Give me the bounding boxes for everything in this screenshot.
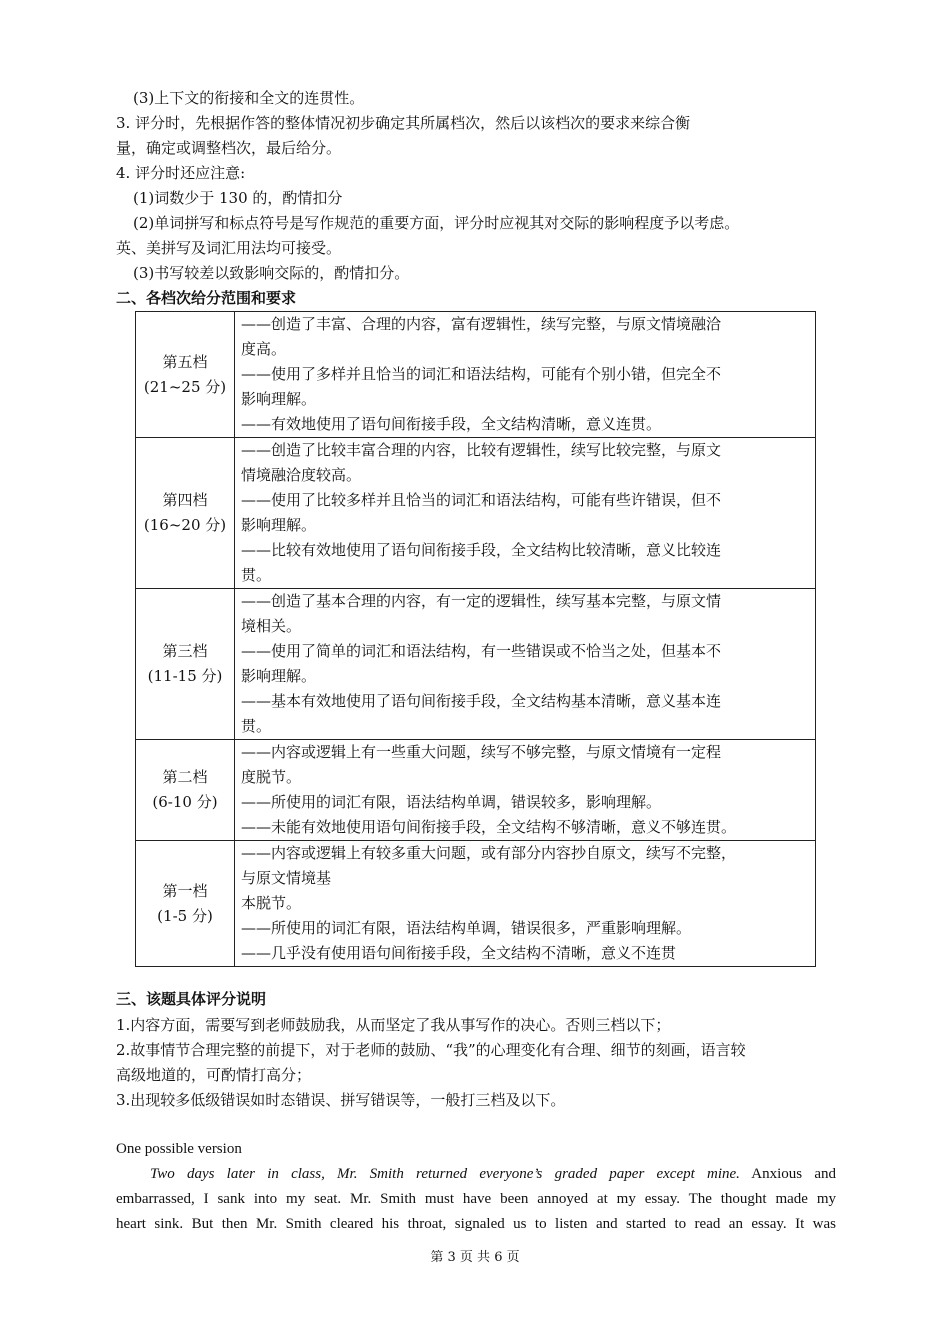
section3-line-4: 3.出现较多低级错误如时态错误、拼写错误等，一般打三档及以下。 (116, 1091, 566, 1109)
table-row (136, 740, 816, 841)
desc-line: ——未能有效地使用语句间衔接手段，全文结构不够清晰，意义不够连贯。 (241, 818, 737, 836)
desc-cell (235, 312, 816, 438)
desc-cell (235, 438, 816, 589)
level-name: 第一档 (162, 881, 208, 900)
grading-table (135, 311, 816, 967)
desc-line: ——基本有效地使用了语句间衔接手段，全文结构基本清晰，意义基本连 (241, 692, 722, 710)
level-cell (136, 740, 235, 841)
intro-line-8: (3)书写较差以致影响交际的，酌情扣分。 (133, 264, 410, 282)
desc-line: ——创造了比较丰富合理的内容，比较有逻辑性，续写比较完整，与原文 (241, 441, 722, 459)
section2-title: 二、各档次给分范围和要求 (116, 289, 297, 307)
version-line-1-rest: Anxious and (739, 1166, 836, 1182)
desc-line: 境相关。 (241, 617, 302, 635)
level-name: 第五档 (162, 352, 208, 371)
table-row (136, 589, 816, 740)
intro-line-3: 量，确定或调整档次，最后给分。 (116, 139, 342, 157)
level-range: (6-10 分) (152, 793, 218, 811)
desc-line: ——使用了多样并且恰当的词汇和语法结构，可能有个别小错，但完全不 (241, 365, 722, 383)
desc-line: 度脱节。 (241, 768, 302, 786)
desc-line: 贯。 (241, 717, 272, 735)
level-cell (136, 438, 235, 589)
desc-line: ——比较有效地使用了语句间衔接手段，全文结构比较清晰，意义比较连 (241, 541, 722, 559)
desc-line: ——内容或逻辑上有较多重大问题，或有部分内容抄自原文，续写不完整， (241, 844, 737, 862)
level-cell (136, 841, 235, 967)
intro-line-5: (1)词数少于 130 的，酌情扣分 (133, 189, 343, 207)
level-name: 第四档 (162, 491, 208, 509)
version-line-3: heart sink. But then Mr. Smith cleared his throat, signaled us to listen and started to read an essay. It was (116, 1216, 836, 1232)
desc-line: ——几乎没有使用语句间衔接手段，全文结构不清晰，意义不连贯 (241, 944, 677, 962)
table-row (136, 438, 816, 589)
desc-line: ——使用了比较多样并且恰当的词汇和语法结构，可能有些许错误，但不 (241, 491, 722, 509)
desc-cell (235, 841, 816, 967)
desc-line: ——所使用的词汇有限，语法结构单调，错误很多，严重影响理解。 (241, 919, 692, 937)
level-cell (136, 589, 235, 740)
page-footer: 第 3 页 共 6 页 (430, 1250, 520, 1265)
level-range: (1-5 分) (157, 906, 213, 925)
desc-line: 影响理解。 (241, 516, 317, 534)
section3-line-1: 1.内容方面，需要写到老师鼓励我，从而坚定了我从事写作的决心。否则三档以下； (116, 1016, 671, 1034)
section3-line-3: 高级地道的，可酌情打高分； (116, 1066, 312, 1084)
table-row (136, 841, 816, 967)
version-line-2: embarrassed, I sank into my seat. Mr. Smith must have been annoyed at my essay. The thought made my (116, 1191, 836, 1207)
intro-line-1: (3)上下文的衔接和全文的连贯性。 (133, 89, 365, 107)
level-range: (21~25 分) (143, 377, 227, 396)
desc-cell (235, 740, 816, 841)
desc-line: ——所使用的词汇有限，语法结构单调，错误较多，影响理解。 (241, 793, 662, 811)
version-line-1 (150, 1162, 836, 1187)
desc-line: ——创造了基本合理的内容，有一定的逻辑性，续写基本完整，与原文情 (241, 592, 722, 610)
level-range: (11-15 分) (147, 667, 223, 685)
version-italic-start: Two days later in class, Mr. Smith returned everyone’s graded paper except mine. (150, 1166, 740, 1182)
desc-line: ——有效地使用了语句间衔接手段，全文结构清晰，意义连贯。 (241, 415, 662, 433)
desc-line: ——创造了丰富、合理的内容，富有逻辑性，续写完整，与原文情境融洽 (241, 315, 722, 333)
intro-line-4: 4. 评分时还应注意: (116, 164, 246, 182)
version-heading: One possible version (116, 1141, 242, 1157)
intro-line-7: 英、美拼写及词汇用法均可接受。 (116, 239, 342, 257)
level-range: (16~20 分) (143, 516, 227, 534)
desc-line: 度高。 (241, 340, 287, 358)
level-name: 第二档 (162, 768, 208, 786)
desc-line: 贯。 (241, 566, 272, 584)
desc-line: ——使用了简单的词汇和语法结构，有一些错误或不恰当之处，但基本不 (241, 642, 722, 660)
desc-cell (235, 589, 816, 740)
section3-line-2: 2.故事情节合理完整的前提下，对于老师的鼓励、“我”的心理变化有合理、细节的刻画，语言较 (116, 1041, 746, 1059)
desc-line: 影响理解。 (241, 667, 317, 685)
table-row (136, 312, 816, 438)
desc-line: 与原文情境基 (241, 869, 332, 887)
desc-line: 本脱节。 (241, 894, 302, 912)
level-name: 第三档 (162, 642, 208, 660)
level-cell (136, 312, 235, 438)
intro-line-6: (2)单词拼写和标点符号是写作规范的重要方面，评分时应视其对交际的影响程度予以考虑。 (133, 214, 740, 232)
intro-line-2: 3. 评分时，先根据作答的整体情况初步确定其所属档次，然后以该档次的要求来综合衡 (116, 114, 691, 132)
desc-line: 影响理解。 (241, 390, 317, 408)
desc-line: 情境融洽度较高。 (241, 466, 362, 484)
desc-line: ——内容或逻辑上有一些重大问题，续写不够完整，与原文情境有一定程 (241, 743, 722, 761)
section3-title: 三、该题具体评分说明 (116, 990, 267, 1008)
